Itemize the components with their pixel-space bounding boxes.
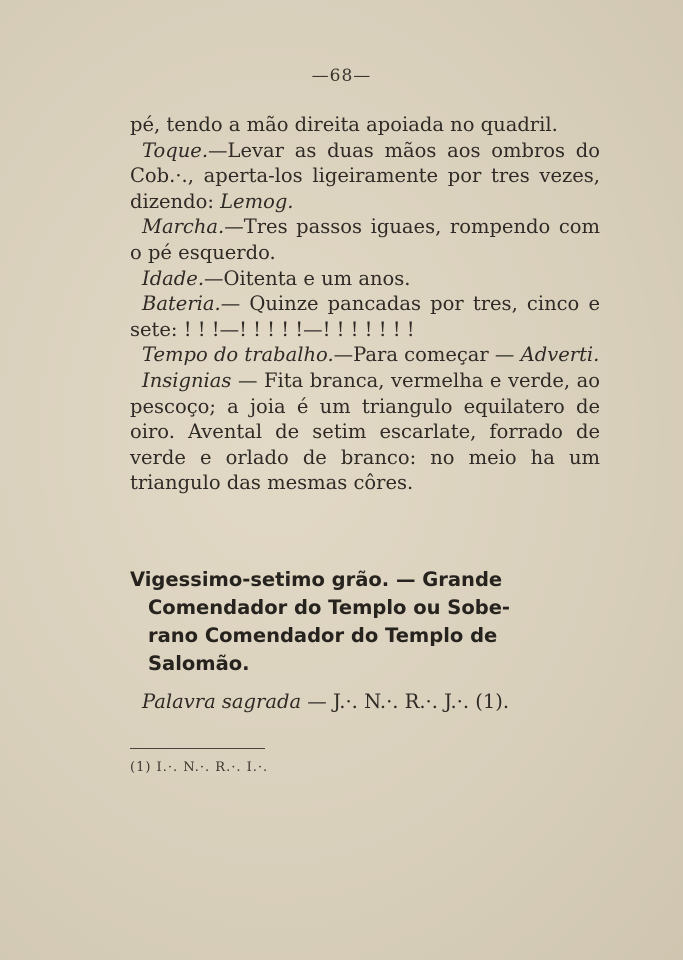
footnote-text: I.·. N.·. R.·. I.·. [151, 760, 269, 775]
insignias-text: — Fita branca, vermelha e verde, ao pescoço; a joia é um triangulo equilatero de oiro. Avental de setim escarlate, forrado de verde e orlado de branco: no meio ha um triangulo das mesmas côres. [130, 368, 600, 495]
bateria-text: — Quinze pancadas por tres, cinco e sete: ! ! !—! ! ! ! !—! ! ! ! ! ! ! [130, 292, 600, 341]
heading-line-3: rano Comendador do Templo de [148, 624, 498, 647]
toque-label: Toque. [142, 138, 209, 162]
tempo-word: Adverti. [520, 343, 600, 367]
page-number: —68— [311, 66, 372, 86]
palavra-label: Palavra sagrada [142, 690, 302, 713]
paragraph-toque [130, 138, 600, 215]
body-text [130, 112, 600, 496]
section-heading [130, 566, 600, 678]
footnote [130, 760, 268, 775]
footnote-divider [130, 748, 265, 749]
tempo-label: Tempo do trabalho. [142, 343, 334, 367]
bateria-label: Bateria. [142, 292, 221, 316]
toque-word: Lemog. [220, 189, 294, 213]
heading-line-2: Comendador do Templo ou Sobe- [148, 596, 511, 619]
idade-label: Idade. [142, 266, 205, 290]
paragraph-continuation [130, 112, 600, 138]
continuation-text: pé, tendo a mão direita apoiada no quadril. [130, 113, 558, 136]
footnote-marker: (1) [130, 760, 152, 775]
marcha-text: —Tres passos iguaes, rompendo com o pé esquerdo. [130, 215, 600, 264]
paragraph-tempo [130, 342, 600, 368]
heading-line-1: Vigessimo-setimo grão. — Grande [130, 568, 503, 591]
palavra-paragraph [130, 689, 600, 714]
paragraph-marcha [130, 214, 600, 265]
heading-line-4: Salomão. [148, 652, 250, 675]
marcha-label: Marcha. [142, 215, 225, 239]
palavra-text: — J.·. N.·. R.·. J.·. [301, 690, 476, 713]
toque-text: —Levar as duas mãos aos ombros do Cob.·., aperta-los ligeiramente por tres vezes, dizendo: [130, 138, 600, 213]
tempo-text: —Para começar — [333, 343, 521, 367]
paragraph-insignias [130, 368, 600, 496]
paragraph-idade [130, 266, 600, 292]
paragraph-bateria [130, 291, 600, 342]
idade-text: —Oitenta e um anos. [204, 266, 411, 290]
footnote-reference: (1). [475, 690, 510, 713]
insignias-label: Insignias [142, 368, 232, 392]
palavra-sagrada [130, 689, 600, 714]
